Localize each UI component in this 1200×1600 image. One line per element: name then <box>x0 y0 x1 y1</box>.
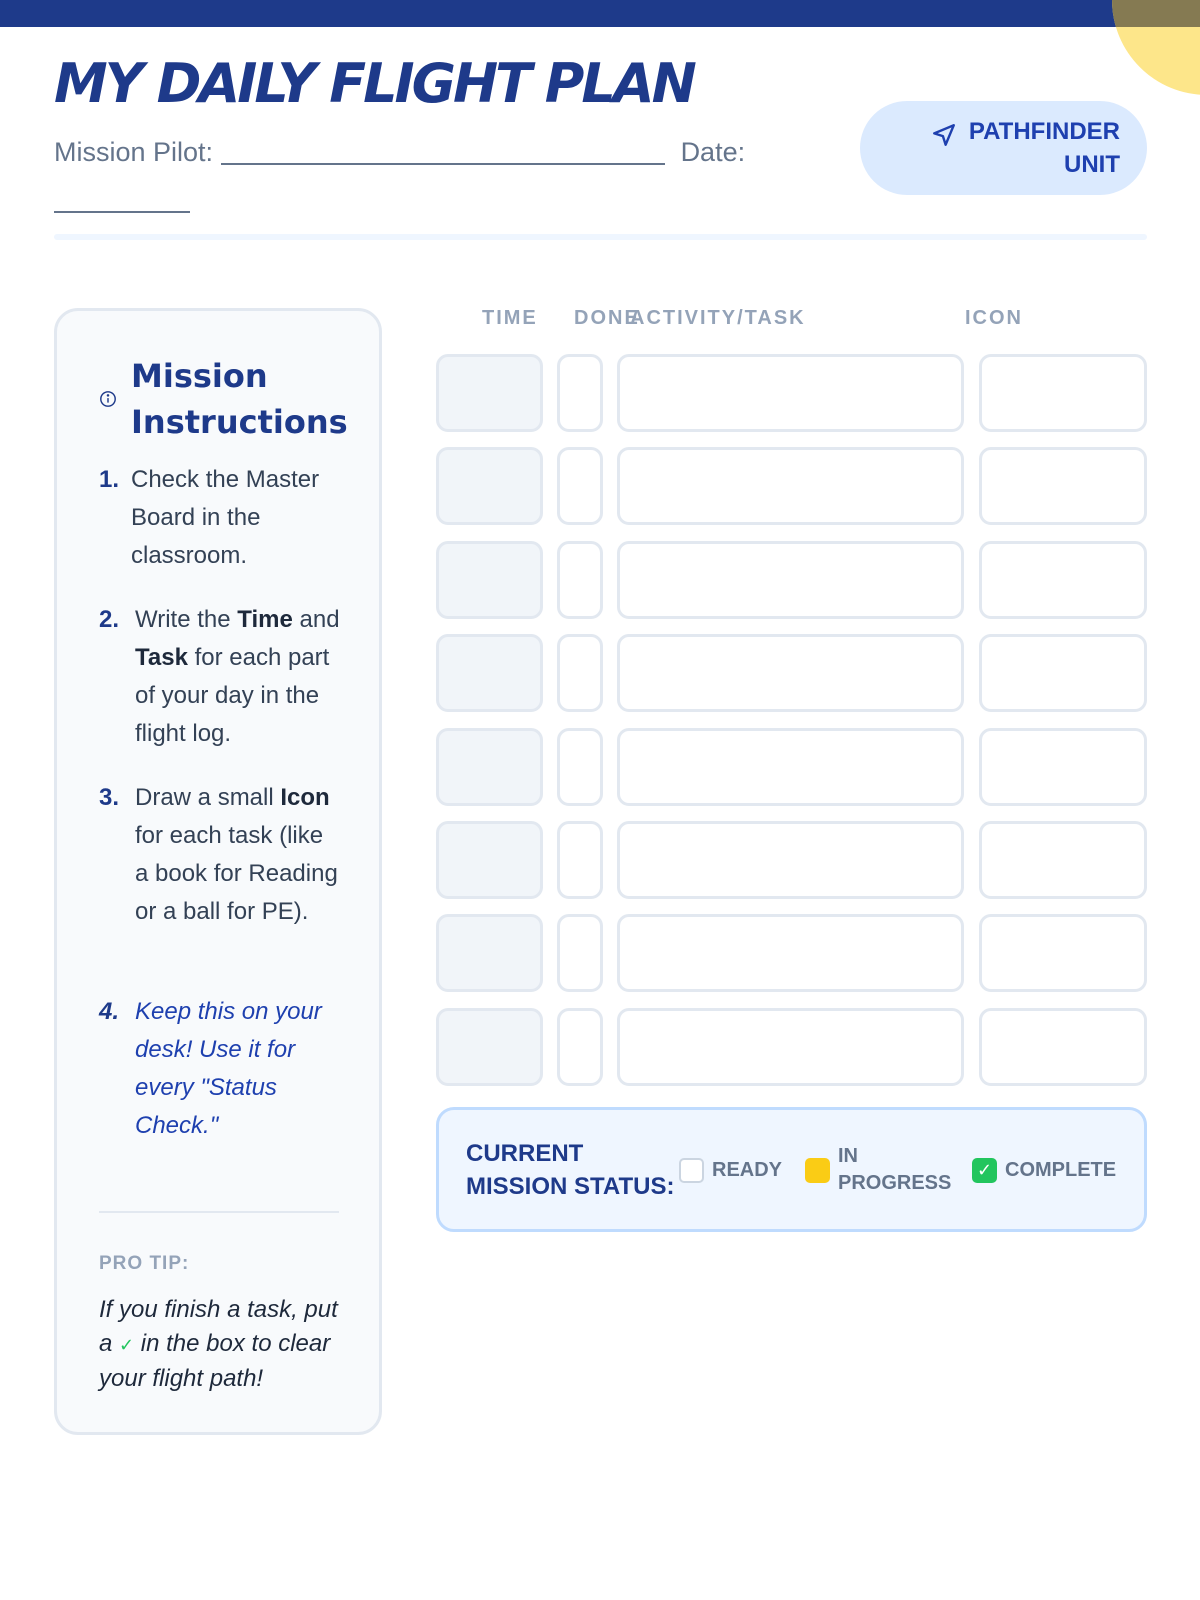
date-label: Date: <box>680 137 746 167</box>
pilot-label: Mission Pilot: <box>54 137 214 167</box>
icon-field[interactable] <box>979 1008 1147 1086</box>
step-number: 2. <box>99 606 120 633</box>
done-checkbox[interactable] <box>557 541 603 619</box>
status-option-label: READY <box>712 1159 783 1181</box>
in-progress-checkbox[interactable] <box>805 1158 830 1183</box>
time-field[interactable] <box>436 447 543 525</box>
icon-field[interactable] <box>979 634 1147 712</box>
log-row <box>436 1008 1147 1086</box>
instruction-step-1 <box>99 461 331 575</box>
time-field[interactable] <box>436 634 543 712</box>
task-field[interactable] <box>617 541 964 619</box>
date-field[interactable] <box>54 185 190 213</box>
column-header-icon: ICON <box>965 307 1023 329</box>
log-row <box>436 447 1147 525</box>
unit-name-line2: UNIT <box>1064 151 1120 178</box>
column-header-task: ACTIVITY/TASK <box>630 307 806 329</box>
done-checkbox[interactable] <box>557 728 603 806</box>
complete-checkbox[interactable]: ✓ <box>972 1158 997 1183</box>
done-checkbox[interactable] <box>557 914 603 992</box>
status-option-in-progress[interactable] <box>805 1143 950 1197</box>
top-banner <box>0 0 1200 27</box>
done-checkbox[interactable] <box>557 1008 603 1086</box>
status-option-ready[interactable] <box>679 1157 782 1184</box>
pilot-name-field[interactable] <box>221 137 665 165</box>
log-row <box>436 354 1147 432</box>
time-field[interactable] <box>436 354 543 432</box>
icon-field[interactable] <box>979 354 1147 432</box>
step-number: 1. <box>99 466 120 493</box>
time-field[interactable] <box>436 1008 543 1086</box>
time-field[interactable] <box>436 728 543 806</box>
status-option-complete[interactable] <box>972 1157 1116 1184</box>
send-icon <box>931 122 957 148</box>
unit-name-line1: PATHFINDER <box>968 118 1120 145</box>
step-text: Check the Master Board in the classroom. <box>131 466 320 569</box>
instruction-step-4 <box>99 993 335 1145</box>
ready-checkbox[interactable] <box>679 1158 704 1183</box>
pro-tip-text: If you finish a task, put a ✓ in the box to clear your flight path! <box>99 1296 338 1392</box>
time-field[interactable] <box>436 914 543 992</box>
task-field[interactable] <box>617 354 964 432</box>
time-field[interactable] <box>436 541 543 619</box>
done-checkbox[interactable] <box>557 447 603 525</box>
step-text: Write the Time and Task for each part of your day in the flight log. <box>135 606 340 747</box>
status-label: CURRENT MISSION STATUS: <box>466 1140 675 1200</box>
corner-decoration <box>1112 0 1200 95</box>
pilot-date-line <box>54 128 774 224</box>
instructions-panel <box>54 308 382 1435</box>
step-number: 3. <box>99 784 120 811</box>
task-field[interactable] <box>617 447 964 525</box>
icon-field[interactable] <box>979 914 1147 992</box>
done-checkbox[interactable] <box>557 354 603 432</box>
check-icon: ✓ <box>119 1335 135 1355</box>
mission-status-panel <box>436 1107 1147 1232</box>
instructions-title: Mission Instructions <box>131 357 348 441</box>
info-icon <box>99 390 117 408</box>
step-text: Keep this on your desk! Use it for every "Status Check." <box>135 998 322 1139</box>
page-title: MY DAILY FLIGHT PLAN <box>54 52 694 115</box>
unit-name <box>969 115 1120 181</box>
task-field[interactable] <box>617 728 964 806</box>
step-number: 4. <box>99 998 120 1025</box>
done-checkbox[interactable] <box>557 634 603 712</box>
icon-field[interactable] <box>979 821 1147 899</box>
task-field[interactable] <box>617 1008 964 1086</box>
unit-badge <box>860 101 1147 195</box>
task-field[interactable] <box>617 821 964 899</box>
log-row <box>436 914 1147 992</box>
task-field[interactable] <box>617 634 964 712</box>
header-divider <box>54 234 1147 240</box>
done-checkbox[interactable] <box>557 821 603 899</box>
log-row <box>436 728 1147 806</box>
icon-field[interactable] <box>979 728 1147 806</box>
icon-field[interactable] <box>979 447 1147 525</box>
pro-tip-label: PRO TIP: <box>99 1253 190 1274</box>
time-field[interactable] <box>436 821 543 899</box>
instruction-step-3 <box>99 779 343 931</box>
step-text: Draw a small Icon for each task (like a book for Reading or a ball for PE). <box>135 784 338 925</box>
instructions-divider <box>99 1211 339 1213</box>
instructions-heading <box>99 353 351 445</box>
log-row <box>436 821 1147 899</box>
column-header-done: DONE <box>574 307 640 329</box>
column-header-time: TIME <box>482 307 538 329</box>
icon-field[interactable] <box>979 541 1147 619</box>
status-option-label: IN PROGRESS <box>838 1145 952 1194</box>
task-field[interactable] <box>617 914 964 992</box>
log-row <box>436 634 1147 712</box>
instruction-step-2 <box>99 601 343 753</box>
log-row <box>436 541 1147 619</box>
status-option-label: COMPLETE <box>1005 1159 1117 1181</box>
